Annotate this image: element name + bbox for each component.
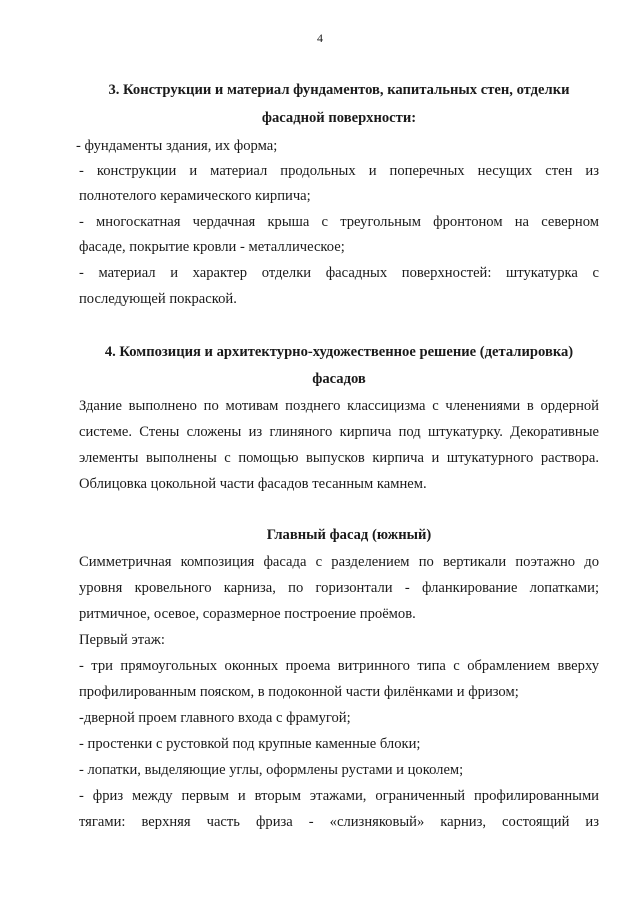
section3-item-finish-cont: последующей покраской. (79, 291, 237, 307)
section3-heading-line1: 3. Конструкции и материал фундаментов, капитальных стен, отделки (108, 82, 570, 98)
section3-item-finish: - материал и характер отделки фасадных поверхностей: штукатурка с (79, 265, 599, 281)
first-floor-label: Первый этаж: (79, 632, 165, 648)
section4-text-line1: Здание выполнено по мотивам позднего классицизма с членениями в ордерной (79, 398, 599, 414)
facade-item-frieze-cont: тягами: верхняя часть фриза - «слизняковый» карниз, состоящий из (79, 814, 599, 830)
facade-item-piers: - простенки с рустовкой под крупные каменные блоки; (79, 736, 421, 752)
facade-text-line3: ритмичное, осевое, соразмерное построение проёмов. (79, 606, 416, 622)
section3-item-walls: - конструкции и материал продольных и поперечных несущих стен из (79, 163, 599, 179)
facade-item-pilasters: - лопатки, выделяющие углы, оформлены рустами и цоколем; (79, 762, 464, 778)
section4-text-line4: Облицовка цокольной части фасадов тесанным камнем. (79, 476, 427, 492)
facade-text-line2: уровня кровельного карниза, по горизонтали - фланкирование лопатками; (79, 580, 599, 596)
section3-item-walls-cont: полнотелого керамического кирпича; (79, 188, 311, 204)
section4-heading-line2: фасадов (312, 371, 366, 387)
facade-item-frieze: - фриз между первым и вторым этажами, ограниченный профилированными (79, 788, 599, 804)
section4-text-line3: элементы выполнены с помощью выпусков кирпича и штукатурного раствора. (79, 450, 599, 466)
facade-item-door: -дверной проем главного входа с фрамугой; (79, 710, 351, 726)
page-number: 4 (317, 31, 323, 45)
facade-item-windows: - три прямоугольных оконных проема витринного типа с обрамлением вверху (79, 658, 599, 674)
section4-text-line2: системе. Стены сложены из глиняного кирпича под штукатурку. Декоративные (79, 424, 599, 440)
section3-item-roof: - многоскатная чердачная крыша с треугольным фронтоном на северном (79, 214, 599, 230)
facade-item-windows-cont: профилированным пояском, в подоконной части филёнками и фризом; (79, 684, 519, 700)
section4-heading-line1: 4. Композиция и архитектурно-художественное решение (деталировка) (104, 344, 574, 360)
main-facade-heading: Главный фасад (южный) (266, 527, 432, 543)
section3-item-roof-cont: фасаде, покрытие кровли - металлическое; (79, 239, 345, 255)
facade-text-line1: Симметричная композиция фасада с разделением по вертикали поэтажно до (79, 554, 599, 570)
section3-heading-line2: фасадной поверхности: (261, 110, 417, 126)
section3-item-foundations: - фундаменты здания, их форма; (76, 138, 278, 154)
